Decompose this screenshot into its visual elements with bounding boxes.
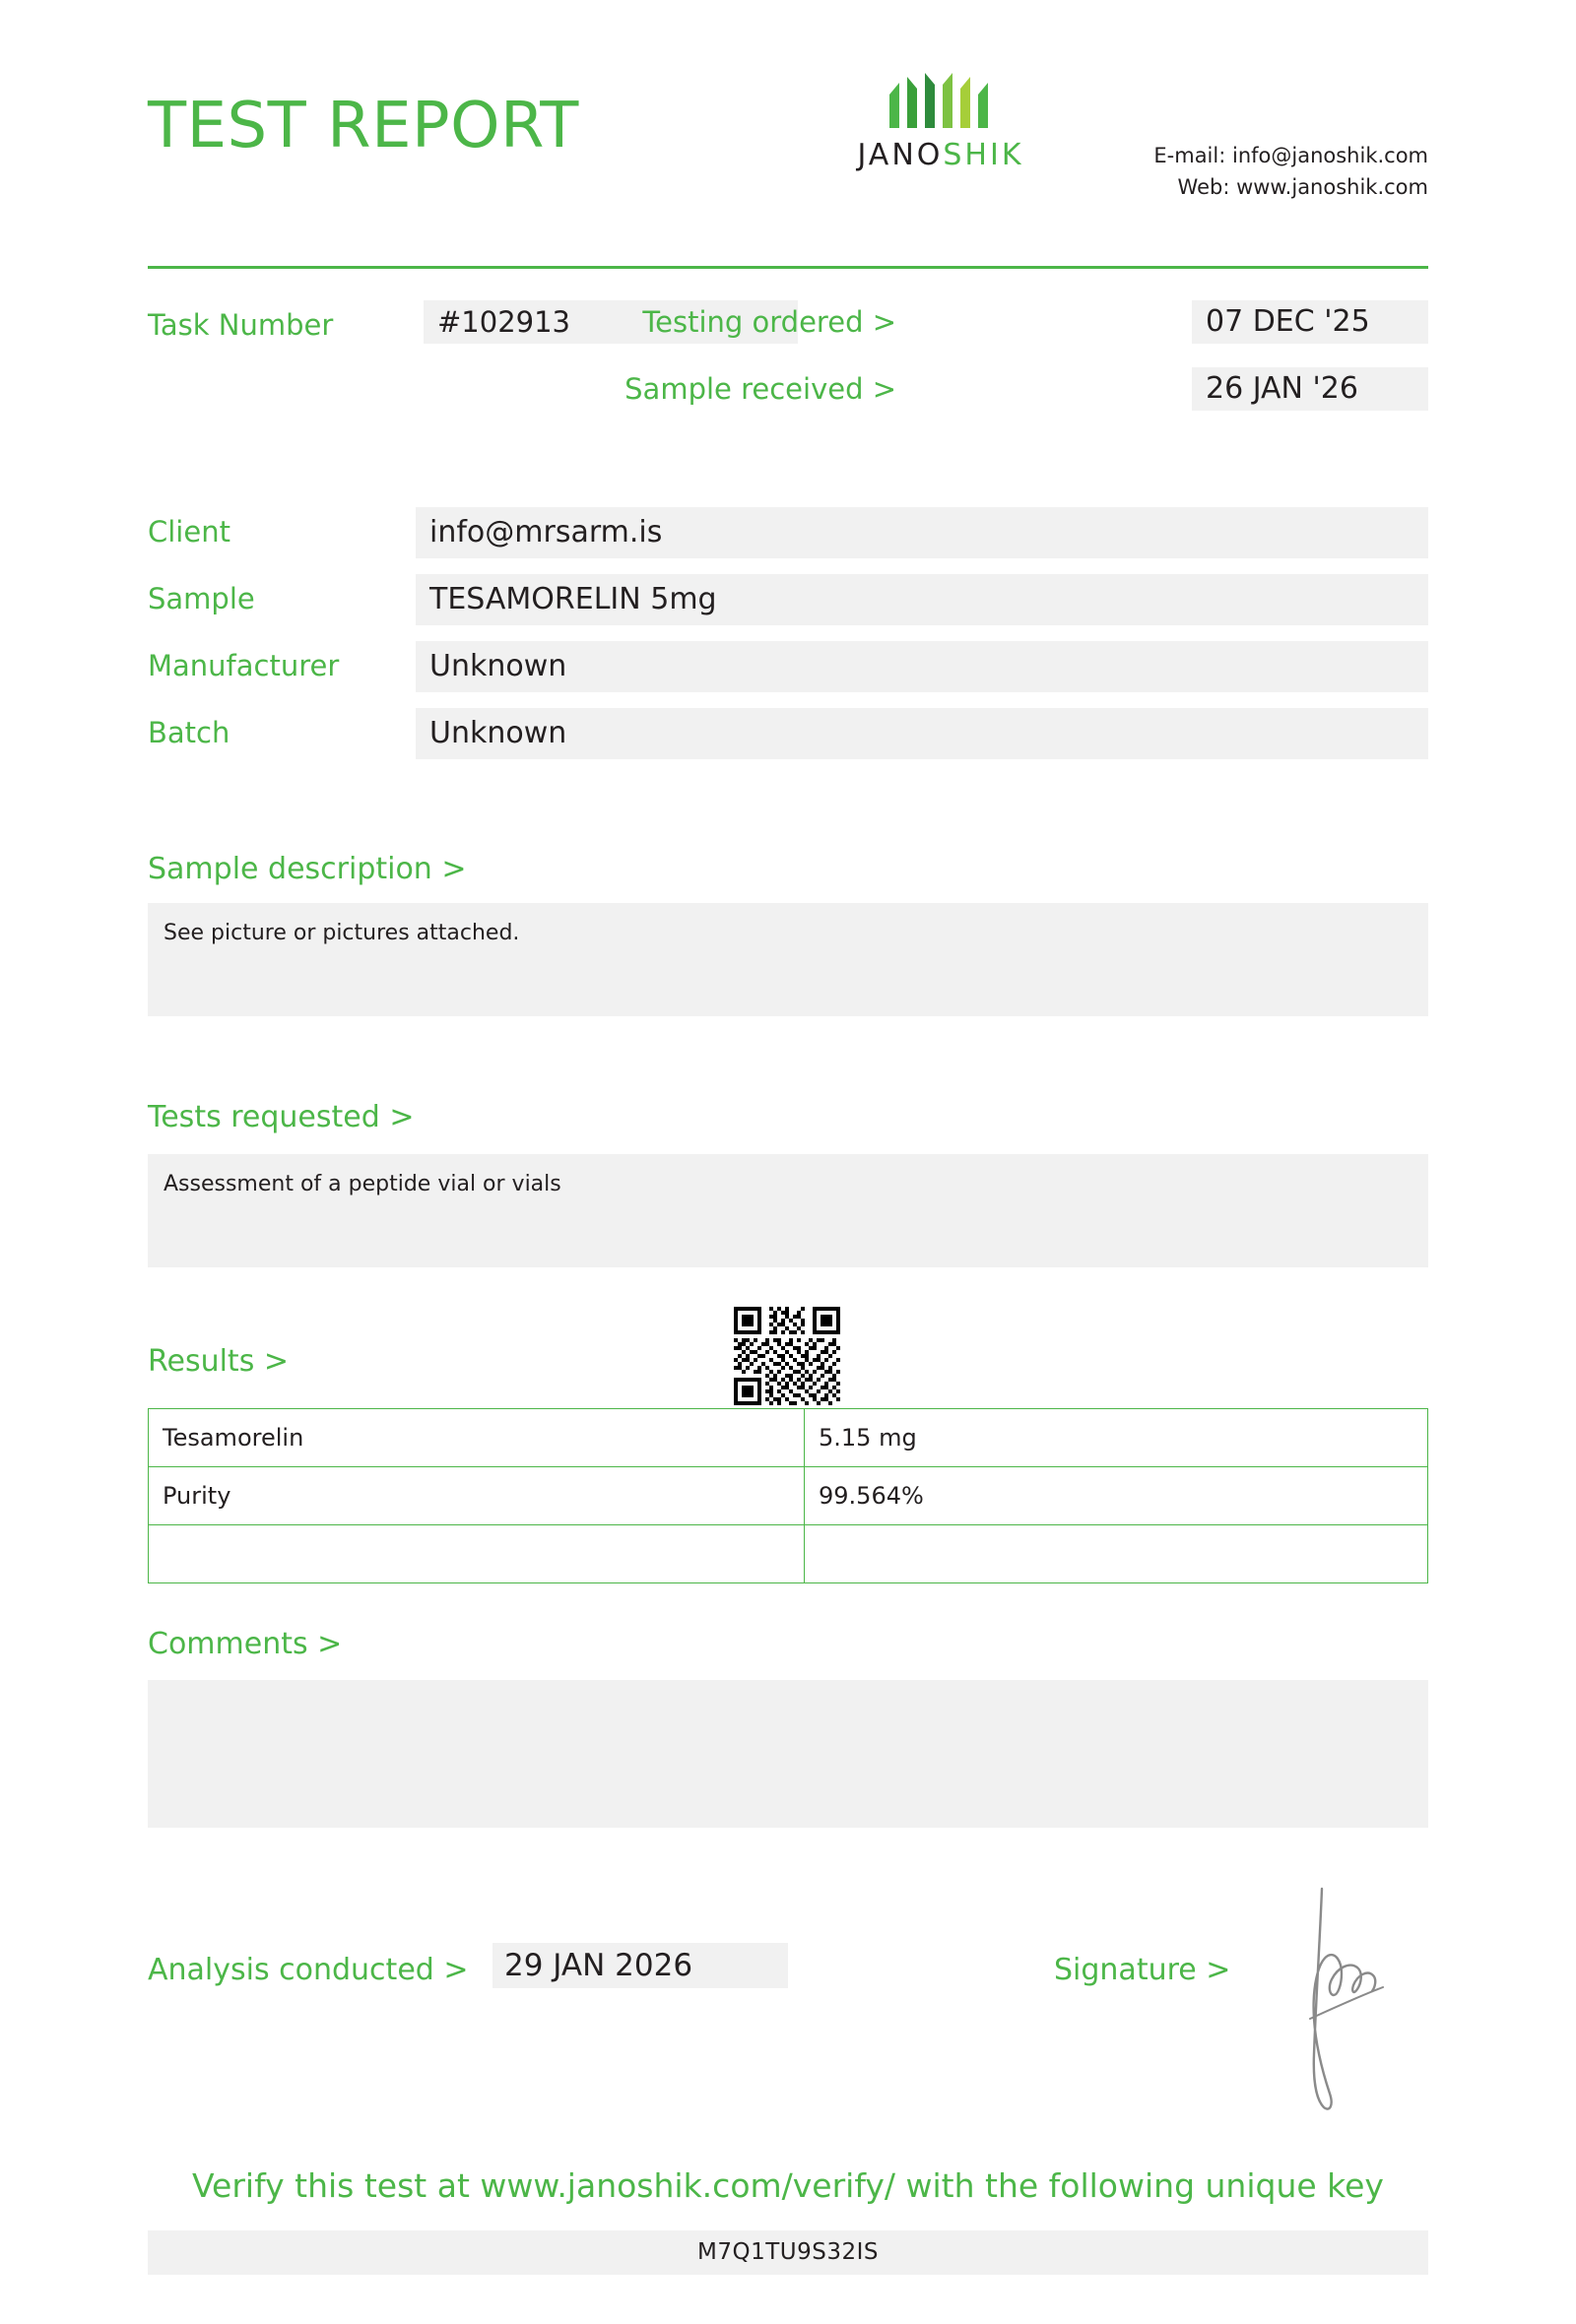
logo-word-shik: SHIK: [943, 138, 1024, 172]
analysis-conducted-value: 29 JAN 2026: [492, 1943, 788, 1988]
mountain-logo-icon: [827, 69, 1054, 130]
info-row-batch: [148, 708, 1428, 759]
info-value-client: info@mrsarm.is: [416, 507, 1428, 558]
sample-info-table: [148, 507, 1428, 775]
task-number-label: Task Number: [148, 308, 334, 342]
sample-description-title: Sample description >: [148, 852, 467, 886]
signature-label: Signature >: [1054, 1953, 1231, 1987]
table-row: [149, 1467, 1428, 1525]
result-name-purity: Purity: [149, 1467, 805, 1525]
sample-received-label: Sample received >: [624, 372, 896, 406]
task-number-value: #102913: [424, 300, 798, 344]
sample-description-text: See picture or pictures attached.: [148, 903, 1428, 1016]
info-value-manufacturer: Unknown: [416, 641, 1428, 692]
sample-received-value: 26 JAN '26: [1192, 367, 1428, 411]
tests-requested-title: Tests requested >: [148, 1100, 415, 1134]
task-row: [148, 300, 1428, 409]
tests-requested-text: Assessment of a peptide vial or vials: [148, 1154, 1428, 1267]
comments-title: Comments >: [148, 1627, 343, 1661]
results-table: [148, 1408, 1428, 1583]
signature-image: [1280, 1871, 1438, 2117]
verify-text: Verify this test at www.janoshik.com/verify/ with the following unique key: [192, 2166, 1384, 2205]
janoshik-logo: [827, 69, 1054, 172]
result-value-purity: 99.564%: [805, 1467, 1428, 1525]
analysis-conducted-label: Analysis conducted >: [148, 1953, 469, 1987]
result-name-empty: [149, 1525, 805, 1583]
info-label-client: Client: [148, 515, 230, 549]
table-row: [149, 1409, 1428, 1467]
result-name-tesamorelin: Tesamorelin: [149, 1409, 805, 1467]
info-value-batch: Unknown: [416, 708, 1428, 759]
logo-word-jano: JANO: [857, 138, 944, 172]
contact-info: [1153, 140, 1428, 203]
logo-wordmark: [827, 138, 1054, 172]
table-row: [149, 1525, 1428, 1583]
info-label-sample: Sample: [148, 582, 255, 615]
results-title: Results >: [148, 1344, 289, 1379]
info-value-sample: TESAMORELIN 5mg: [416, 574, 1428, 625]
testing-ordered-label: Testing ordered >: [642, 305, 896, 339]
page-title: TEST REPORT: [148, 90, 579, 162]
result-value-tesamorelin: 5.15 mg: [805, 1409, 1428, 1467]
info-row-sample: [148, 574, 1428, 625]
info-label-batch: Batch: [148, 716, 230, 749]
info-row-client: [148, 507, 1428, 558]
comments-text: [148, 1680, 1428, 1828]
result-value-empty: [805, 1525, 1428, 1583]
testing-ordered-value: 07 DEC '25: [1192, 300, 1428, 344]
contact-email: E-mail: info@janoshik.com: [1153, 144, 1428, 167]
unique-key-value: M7Q1TU9S32IS: [148, 2230, 1428, 2275]
report-header: [148, 0, 1428, 197]
contact-web: Web: www.janoshik.com: [1177, 175, 1428, 199]
info-row-manufacturer: [148, 641, 1428, 692]
info-label-manufacturer: Manufacturer: [148, 649, 340, 682]
header-divider: [148, 266, 1428, 269]
qr-code-icon: [734, 1307, 840, 1405]
